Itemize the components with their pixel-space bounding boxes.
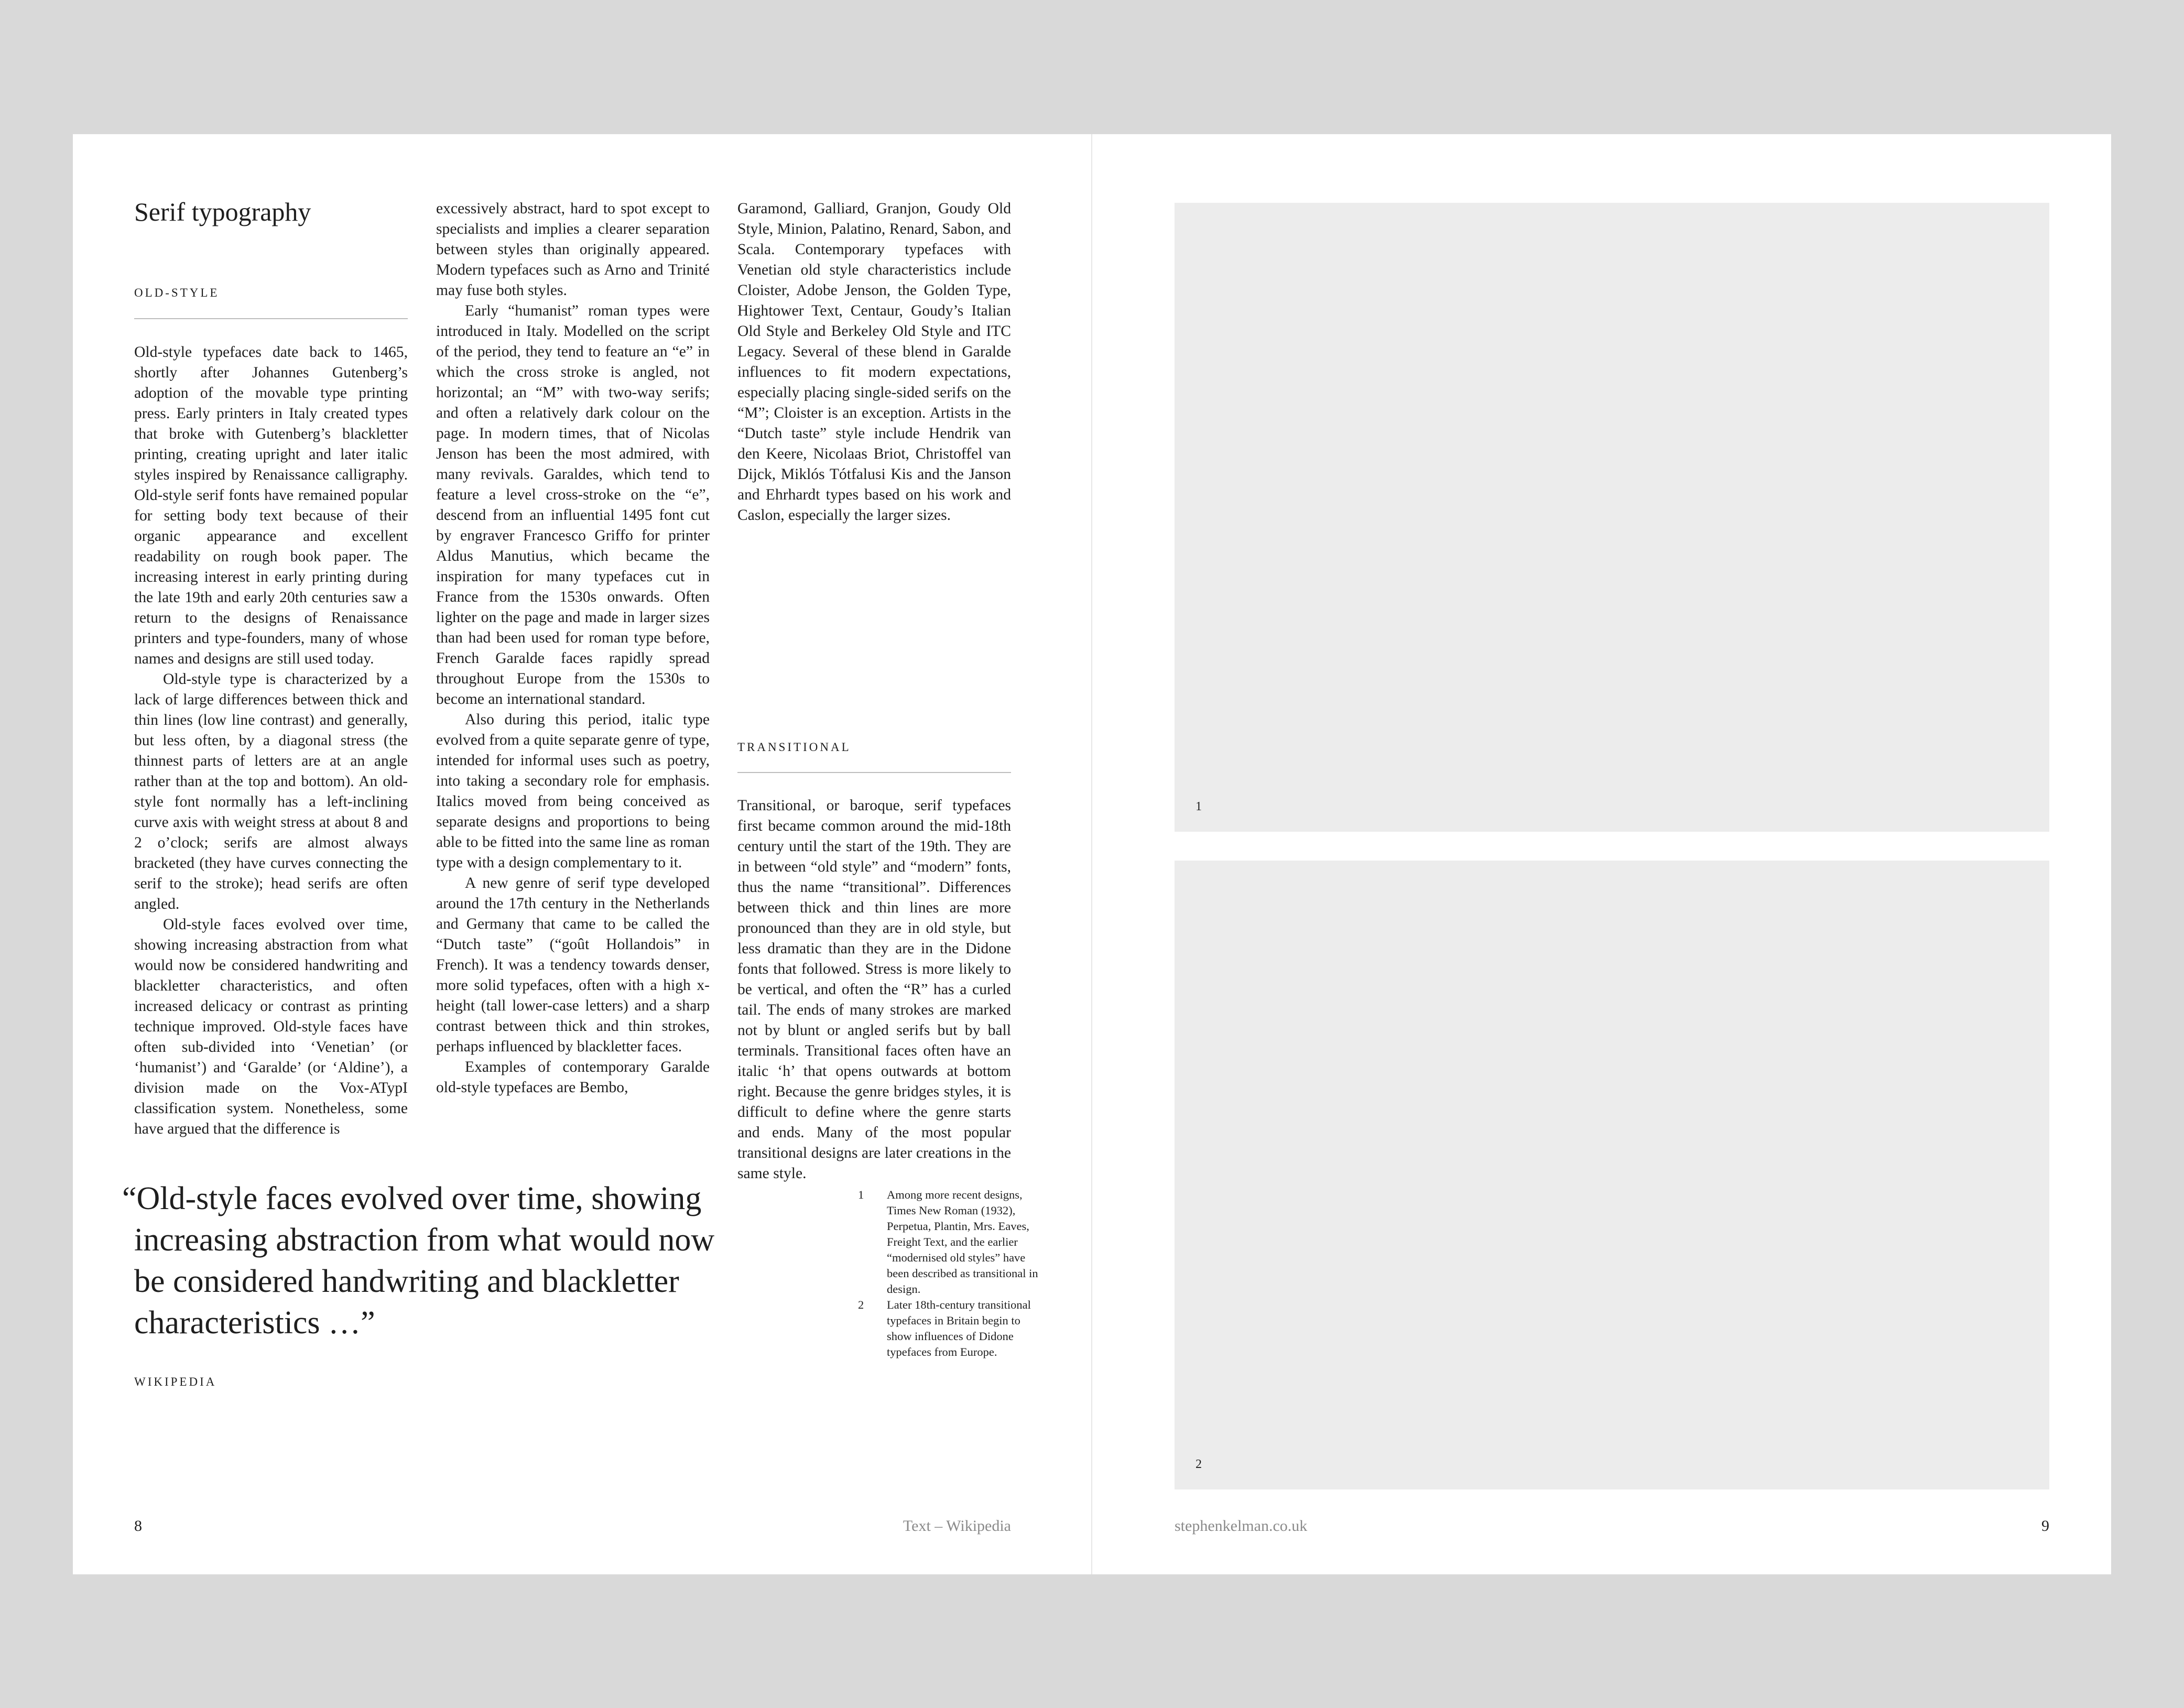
left-page [73,134,1092,1574]
footnote-number: 1 [858,1188,864,1201]
pull-quote [122,1178,751,1344]
footnotes [858,1187,1047,1360]
text-column-1 [134,342,408,1139]
running-head: Text – Wikipedia [903,1517,1011,1535]
page-number-left: 8 [134,1517,142,1535]
text-column-2 [436,199,710,1098]
footnote-2 [858,1297,1047,1360]
page-number-right: 9 [2041,1517,2049,1535]
section-label-transitional: TRANSITIONAL [737,741,851,754]
paragraph: Also during this period, italic type evolved from a quite separate genre of type, intended for informal uses such as poetry, into taking a secondary role for emphasis. Italics moved from being conceived as separate designs and proportions to being able to be fitted into the same line as roman type with a design complementary to it. [436,711,710,871]
footnote-text: Among more recent designs, Times New Roman (1932), Perpetua, Plantin, Mrs. Eaves, Freight Text, and the earlier “modernised old styles” have been described as transitional in design. [887,1188,1038,1296]
footnote-number: 2 [858,1298,864,1311]
paragraph: Old-style type is characterized by a lack of large differences between thick and thin lines (low line contrast) and generally, but less often, by a diagonal stress (the thinnest parts of letters are at an angle rather than at the top and bottom). An old-style font normally has a left-inclining curve axis with weight stress at about 8 and 2 o’clock; serifs are almost always bracketed (they have curves connecting the serif to the stroke); head serifs are often angled. [134,671,408,912]
pull-quote-text: “Old-style faces evolved over time, showing increasing abstraction from what would now be considered handwriting and blackletter characteristics …” [122,1181,715,1341]
footnote-1 [858,1187,1047,1297]
website-link[interactable]: stephenkelman.co.uk [1175,1517,1308,1535]
image-caption-number: 2 [1196,1457,1202,1471]
paragraph: excessively abstract, hard to spot except to specialists and implies a clearer separation between styles than originally appeared. Modern typefaces such as Arno and Trinité may fuse both styles. [436,200,710,299]
page-title: Serif typography [134,197,311,226]
text-column-3-top [737,199,1011,526]
quote-source: WIKIPEDIA [134,1375,217,1388]
paragraph: Early “humanist” roman types were introduced in Italy. Modelled on the script of the period, they tend to feature an “e” in which the cross stroke is angled, not horizontal; an “M” with two-way serifs; and often a relatively dark colour on the page. In modern times, that of Nicolas Jenson has been the most admired, with many revivals. Garaldes, which tend to feature a level cross-stroke on the “e”, descend from an influential 1495 font cut by engraver Francesco Griffo for printer Aldus Manutius, which became the inspiration for many typefaces cut in France from the 1530s onwards. Often lighter on the page and made in larger sizes than had been used for roman type before, French Garalde faces rapidly spread throughout Europe from the 1530s to become an international standard. [436,302,710,708]
image-caption-number: 1 [1196,800,1202,813]
paragraph: Old-style faces evolved over time, showing increasing abstraction from what would now be considered handwriting and blackletter characteristics, and often increased delicacy or contrast as printing technique improved. Old-style faces have often sub-divided into ‘Venetian’ (or ‘humanist’) and ‘Garalde’ (or ‘Aldine’), a division made on the Vox-ATypI classification system. Nonetheless, some have argued that the difference is [134,916,408,1137]
image-placeholder-1 [1175,203,2049,832]
text-column-3-bottom [737,672,1011,1184]
section-label-old-style: OLD-STYLE [134,286,220,299]
paragraph: A new genre of serif type developed around the 17th century in the Netherlands and Germany that came to be called the “Dutch taste” (“goût Hollandois” in French). It was a tendency towards denser, more solid typefaces, often with a high x-height (tall lower-case letters) and a sharp contrast between thick and thin strokes, perhaps influenced by blackletter faces. [436,875,710,1055]
paragraph: Transitional, or baroque, serif typefaces first became common around the mid-18th century until the start of the 19th. They are in between “old style” and “modern” fonts, thus the name “transitional”. Differences between thick and thin lines are more pronounced than they are in old style, but less dramatic than they are in the Didone fonts that followed. Stress is more likely to be vertical, and often the “R” has a curled tail. The ends of many strokes are marked not by blunt or angled serifs but by ball terminals. Transitional faces often have an italic ‘h’ that opens outwards at bottom right. Because the genre bridges styles, it is difficult to define where the genre starts and ends. Many of the most popular transitional designs are later creations in the same style. [737,797,1011,1182]
paragraph: Examples of contemporary Garalde old-style typefaces are Bembo, [436,1059,710,1096]
footnote-text: Later 18th-century transitional typefaces in Britain begin to show influences of Didone typefaces from Europe. [887,1298,1031,1358]
section-rule-old-style [134,318,408,319]
paragraph: Garamond, Galliard, Granjon, Goudy Old Style, Minion, Palatino, Renard, Sabon, and Scala. Contemporary typefaces with Venetian old style characteristics include Cloister, Adobe Jenson, the Golden Type, Hightower Text, Centaur, Goudy’s Italian Old Style and Berkeley Old Style and ITC Legacy. Several of these blend in Garalde influences to fit modern expectations, especially placing single-sided serifs on the “M”; Cloister is an exception. Artists in the “Dutch taste” style include Hendrik van den Keere, Nicolaas Briot, Christoffel van Dijck, Miklós Tótfalusi Kis and the Janson and Ehrhardt types based on his work and Caslon, especially the larger sizes. [737,200,1011,524]
image-placeholder-2 [1175,861,2049,1489]
paragraph: Old-style typefaces date back to 1465, shortly after Johannes Gutenberg’s adoption of the movable type printing press. Early printers in Italy created types that broke with Gutenberg’s blackletter printing, creating upright and later italic styles inspired by Renaissance calligraphy. Old-style serif fonts have remained popular for setting body text because of their organic appearance and excellent readability on rough book paper. The increasing interest in early printing during the late 19th and early 20th centuries saw a return to the designs of Renaissance printers and type-founders, many of whose names and designs are still used today. [134,344,408,667]
right-page [1092,134,2111,1574]
